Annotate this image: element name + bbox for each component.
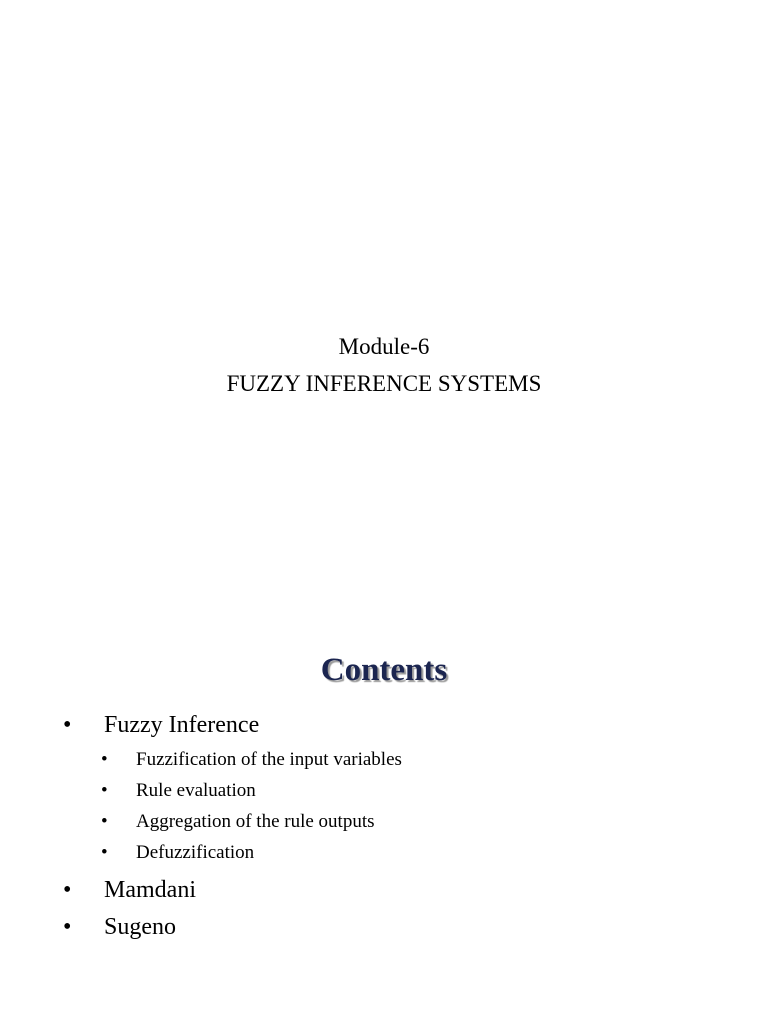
contents-heading: Contents — [320, 652, 448, 688]
module-number: Module-6 — [338, 334, 430, 359]
list-item-label: Mamdani — [104, 877, 196, 903]
sublist-item-label: Aggregation of the rule outputs — [136, 811, 375, 832]
contents-list — [0, 707, 768, 946]
bullet-icon: • — [63, 914, 72, 940]
bullet-icon: • — [101, 842, 108, 863]
sublist-item-label: Fuzzification of the input variables — [136, 749, 402, 770]
sublist-item-label: Defuzzification — [136, 842, 255, 863]
list-item-sugeno — [0, 909, 768, 946]
sublist-item-fuzzification — [0, 744, 768, 775]
contents-slide — [0, 512, 768, 1024]
bullet-icon: • — [63, 877, 72, 903]
module-title: FUZZY INFERENCE SYSTEMS — [226, 371, 542, 396]
list-item-label: Sugeno — [104, 914, 176, 940]
bullet-icon: • — [101, 811, 108, 832]
list-item-label: Fuzzy Inference — [104, 712, 260, 738]
sublist-item-rule-evaluation — [0, 775, 768, 806]
bullet-icon: • — [101, 749, 108, 770]
bullet-icon: • — [101, 780, 108, 801]
list-item-fuzzy-inference — [0, 707, 768, 744]
sublist-item-aggregation — [0, 806, 768, 837]
fuzzy-inference-sublist — [0, 744, 768, 872]
bullet-icon: • — [63, 712, 72, 738]
list-item-mamdani — [0, 872, 768, 909]
sublist-container — [0, 744, 768, 872]
sublist-item-label: Rule evaluation — [136, 780, 256, 801]
sublist-item-defuzzification — [0, 837, 768, 868]
